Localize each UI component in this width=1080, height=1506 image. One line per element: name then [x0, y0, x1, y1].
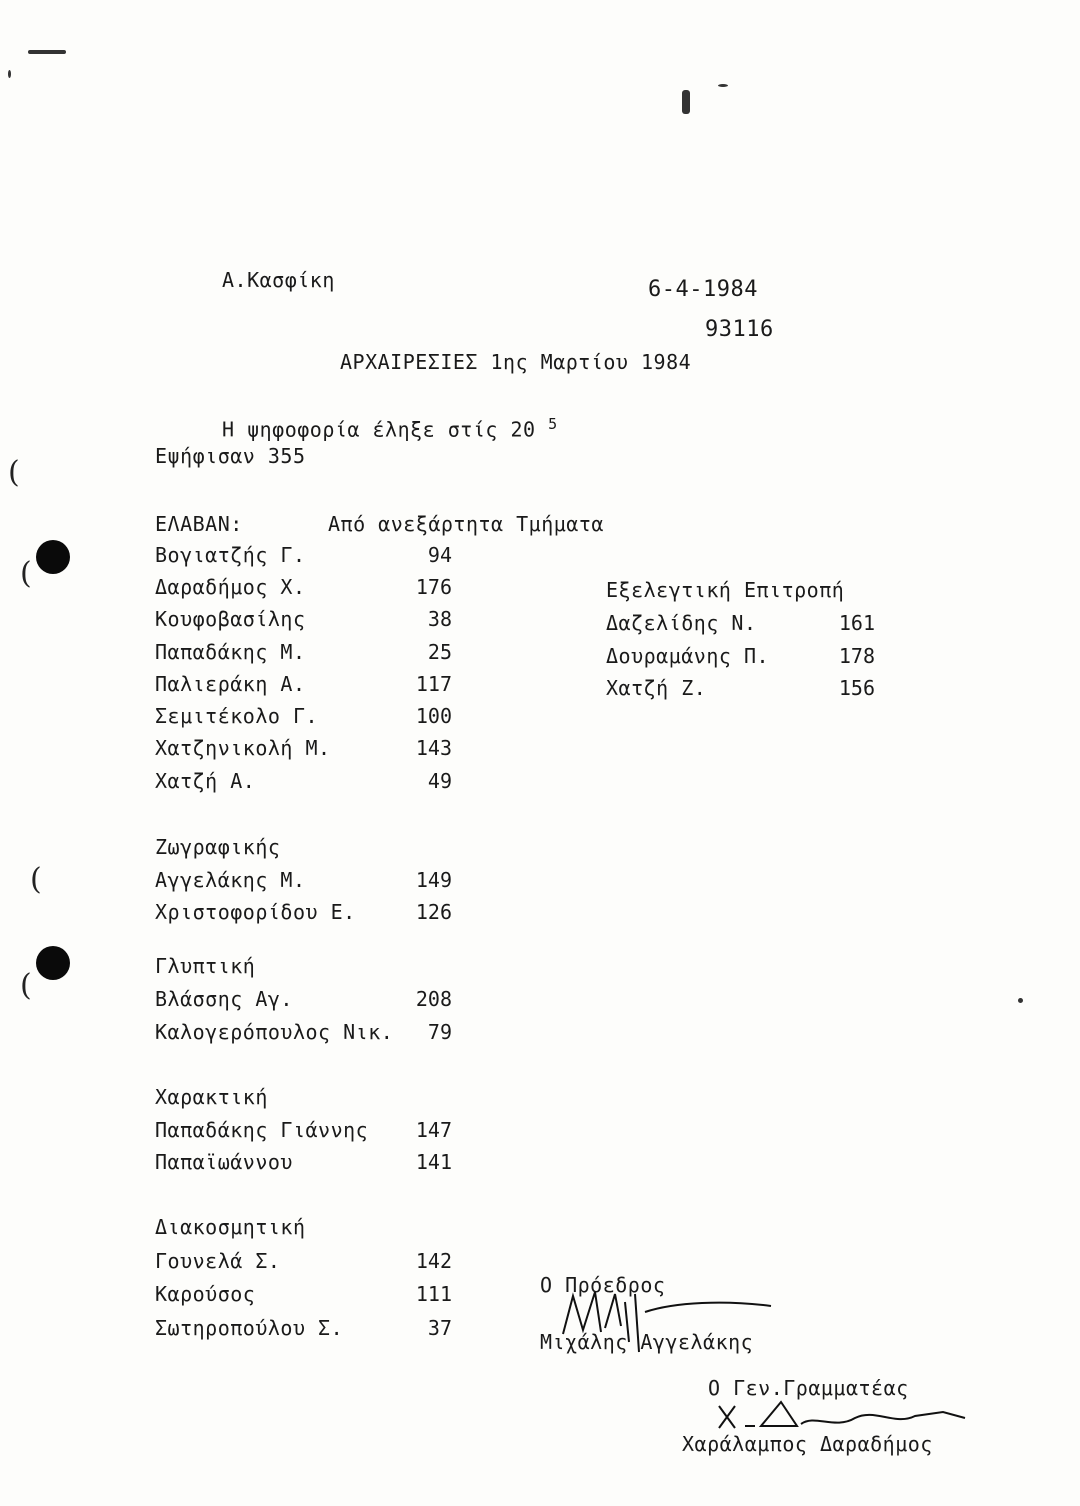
- candidate-name: Δουραμάνης Π.: [606, 644, 770, 668]
- author-initials: Α.Κασφίκη: [222, 268, 335, 292]
- independent-heading: Από ανεξάρτητα Τμήματα: [328, 512, 604, 536]
- voting-closed-line: [222, 412, 558, 442]
- scan-speck: [718, 84, 728, 87]
- voting-closed-text: Η ψηφοφορία έληξε στίς 20: [222, 417, 536, 442]
- audit-committee-heading: Εξελεγτική Επιτροπή: [606, 578, 845, 602]
- candidate-name: Σεμιτέκολο Γ.: [155, 704, 319, 728]
- candidate-name: Δαραδήμος Χ.: [155, 575, 306, 599]
- candidate-name: Παπαδάκης Γιάννης: [155, 1118, 369, 1142]
- punch-hole: [36, 946, 70, 980]
- scan-speck: [8, 70, 11, 78]
- candidate-votes: 49: [427, 769, 452, 793]
- secretary-title: Ο Γεν.Γραμματέας: [708, 1376, 909, 1400]
- candidate-name: Χριστοφορίδου Ε.: [155, 900, 356, 924]
- candidate-votes: 141: [415, 1150, 452, 1174]
- candidate-name: Καλογερόπουλος Νικ.: [155, 1020, 394, 1044]
- candidate-name: Κουφοβασίλης: [155, 607, 306, 631]
- candidate-name: Παπαϊωάννου: [155, 1150, 293, 1174]
- candidate-name: Βλάσσης Αγ.: [155, 987, 293, 1011]
- scan-speck: [1018, 998, 1023, 1003]
- candidate-name: Δαζελίδης Ν.: [606, 611, 757, 635]
- candidate-votes: 79: [427, 1020, 452, 1044]
- president-name: Μιχάλης Αγγελάκης: [540, 1330, 754, 1354]
- candidate-name: Παλιεράκη Α.: [155, 672, 306, 696]
- candidate-name: Βογιατζής Γ.: [155, 543, 306, 567]
- voting-closed-minutes: 5: [548, 415, 558, 433]
- candidate-votes: 25: [427, 640, 452, 664]
- printmaking-heading: Χαρακτική: [155, 1085, 268, 1109]
- scan-speck: [682, 90, 690, 114]
- margin-mark: (: [8, 455, 20, 490]
- painting-heading: Ζωγραφικής: [155, 835, 281, 859]
- candidate-name: Χατζή Α.: [155, 769, 256, 793]
- candidate-votes: 156: [838, 676, 875, 700]
- candidate-votes: 126: [415, 900, 452, 924]
- candidate-name: Αγγελάκης Μ.: [155, 868, 306, 892]
- decorative-heading: Διακοσμητική: [155, 1215, 306, 1239]
- margin-mark: (: [20, 968, 32, 1003]
- candidate-votes: 149: [415, 868, 452, 892]
- document-date: 6-4-1984: [648, 277, 758, 302]
- margin-mark: (: [30, 862, 42, 897]
- candidate-votes: 178: [838, 644, 875, 668]
- president-title: Ο Πρόεδρος: [540, 1273, 666, 1297]
- candidate-votes: 147: [415, 1118, 452, 1142]
- protocol-number: 93116: [705, 317, 774, 342]
- candidate-votes: 208: [415, 987, 452, 1011]
- sculpture-heading: Γλυπτική: [155, 954, 256, 978]
- candidate-votes: 38: [427, 607, 452, 631]
- secretary-name: Χαράλαμπος Δαραδήμος: [682, 1432, 933, 1456]
- candidate-name: Γουνελά Σ.: [155, 1249, 281, 1273]
- candidate-name: Σωτηροπούλου Σ.: [155, 1316, 344, 1340]
- margin-mark: (: [20, 556, 32, 591]
- candidate-votes: 143: [415, 736, 452, 760]
- candidate-votes: 117: [415, 672, 452, 696]
- candidate-votes: 100: [415, 704, 452, 728]
- candidate-votes: 111: [415, 1282, 452, 1306]
- candidate-votes: 37: [427, 1316, 452, 1340]
- received-label: ΕΛΑΒΑΝ:: [155, 512, 243, 536]
- candidate-name: Καρούσος: [155, 1282, 256, 1306]
- candidate-name: Χατζή Ζ.: [606, 676, 707, 700]
- scan-speck: [28, 50, 66, 54]
- punch-hole: [36, 540, 70, 574]
- candidate-votes: 161: [838, 611, 875, 635]
- candidate-votes: 94: [427, 543, 452, 567]
- candidate-name: Χατζηνικολή Μ.: [155, 736, 331, 760]
- document-title: ΑΡΧΑΙΡΕΣΙΕΣ 1ης Μαρτίου 1984: [340, 350, 692, 374]
- candidate-votes: 142: [415, 1249, 452, 1273]
- candidate-name: Παπαδάκης Μ.: [155, 640, 306, 664]
- candidate-votes: 176: [415, 575, 452, 599]
- voters-count: Εψήφισαν 355: [155, 444, 306, 468]
